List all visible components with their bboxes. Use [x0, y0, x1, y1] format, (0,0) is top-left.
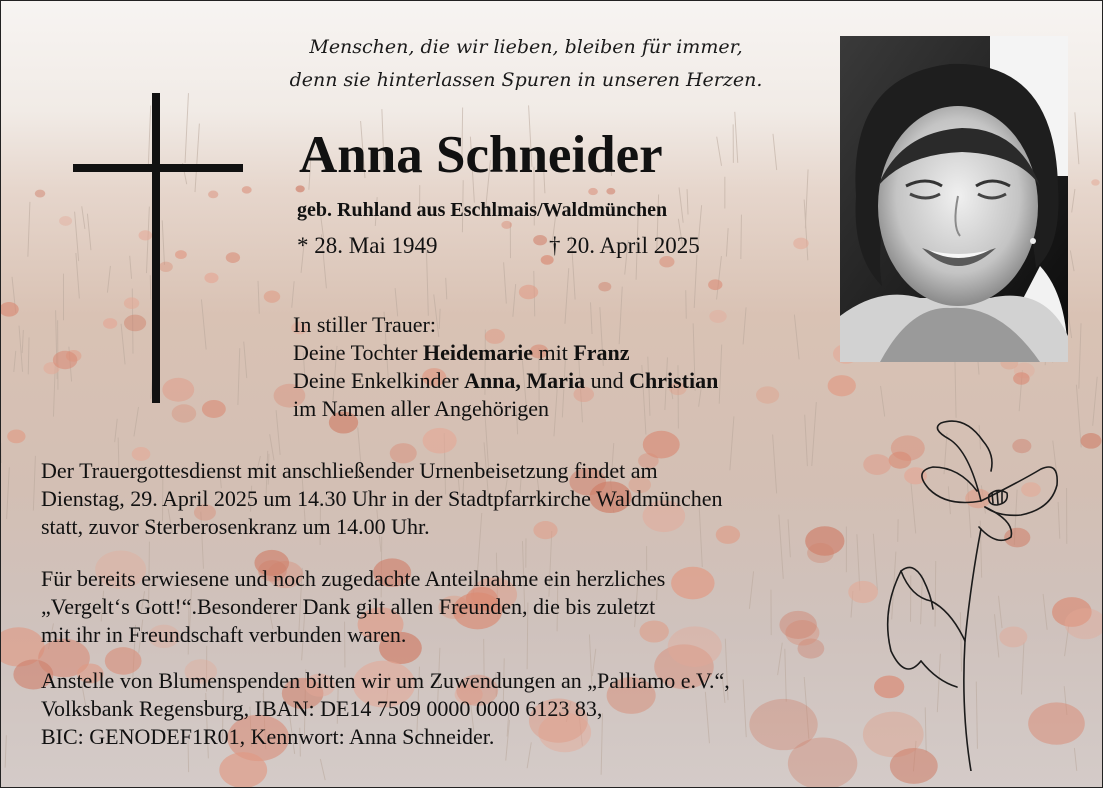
donation-line: Anstelle von Blumenspenden bitten wir um Zuwendungen an „Palliamo e.V.“, — [41, 668, 730, 693]
thanks-line: „Vergelt‘s Gott!“.Besonderer Dank gilt allen Freunden, die bis zuletzt — [41, 594, 656, 619]
thanks-line: mit ihr in Freundschaft verbunden waren. — [41, 622, 407, 647]
service-line: Der Trauergottesdienst mit anschließender Urnenbeisetzung findet am — [41, 458, 658, 483]
funeral-service-info — [41, 457, 723, 541]
mourners-block — [293, 311, 718, 423]
portrait-photo — [840, 36, 1068, 362]
motto-line: denn sie hinterlassen Spuren in unseren Herzen. — [289, 69, 763, 91]
service-line: Dienstag, 29. April 2025 um 14.30 Uhr in der Stadtpfarrkirche Waldmünchen — [41, 486, 723, 511]
mourner-text: mit — [532, 340, 574, 365]
mourner-line-grandchildren — [293, 367, 718, 395]
mourner-text: Deine Tochter — [293, 340, 424, 365]
mourner-name: Heidemarie — [423, 340, 533, 365]
birth-date: * 28. Mai 1949 — [297, 233, 438, 258]
thanks-line: Für bereits erwiesene und noch zugedachte Anteilnahme ein herzliches — [41, 566, 666, 591]
motto-line: Menschen, die wir lieben, bleiben für immer, — [309, 36, 743, 58]
donation-line: BIC: GENODEF1R01, Kennwort: Anna Schneider. — [41, 724, 495, 749]
service-line: statt, zuvor Sterberosenkranz um 14.00 Uhr. — [41, 514, 430, 539]
mourner-text: und — [585, 368, 630, 393]
mourner-name: Anna, Maria — [464, 368, 586, 393]
donation-info — [41, 667, 730, 751]
motto — [281, 31, 771, 97]
mourning-closing: im Namen aller Angehörigen — [293, 396, 549, 421]
mourning-intro: In stiller Trauer: — [293, 312, 436, 337]
mourner-name: Christian — [629, 368, 719, 393]
mourner-line-daughter — [293, 339, 718, 367]
deceased-name: Anna Schneider — [299, 126, 663, 184]
poppy-line-drawing — [861, 411, 1091, 771]
cross-icon — [73, 93, 243, 403]
birth-name-origin: geb. Ruhland aus Eschlmais/Waldmünchen — [297, 199, 668, 221]
death-date: † 20. April 2025 — [549, 233, 700, 258]
mourner-name: Franz — [573, 340, 630, 365]
thanks-paragraph — [41, 565, 665, 649]
mourner-text: Deine Enkelkinder — [293, 368, 465, 393]
donation-line: Volksbank Regensburg, IBAN: DE14 7509 0000 0000 6123 83, — [41, 696, 603, 721]
